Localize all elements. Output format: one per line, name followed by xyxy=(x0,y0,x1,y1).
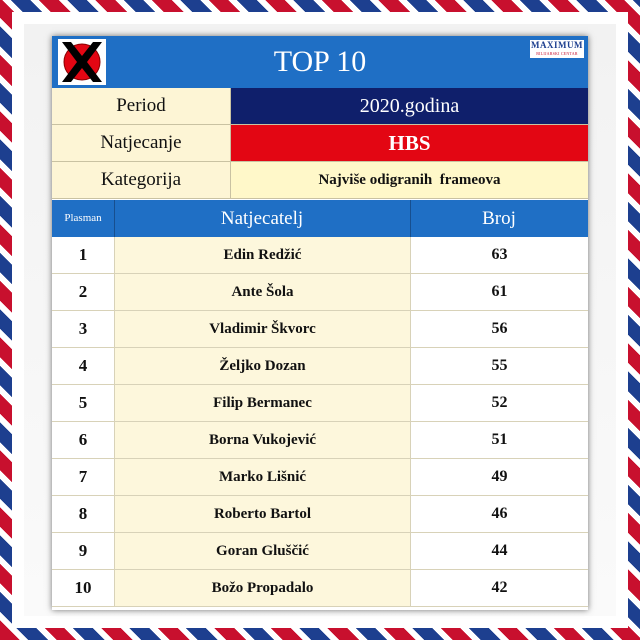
rank-cell: 10 xyxy=(52,570,115,606)
rank-cell: 9 xyxy=(52,533,115,569)
table-row xyxy=(52,274,588,311)
count-cell: 46 xyxy=(411,496,588,532)
player-name-cell: Filip Bermanec xyxy=(115,385,411,421)
player-name-cell: Vladimir Škvorc xyxy=(115,311,411,347)
player-name-cell: Božo Propadalo xyxy=(115,570,411,606)
count-cell: 52 xyxy=(411,385,588,421)
competition-value: HBS xyxy=(231,125,588,162)
player-name-cell: Goran Gluščić xyxy=(115,533,411,569)
period-value: 2020.godina xyxy=(231,88,588,125)
count-cell: 44 xyxy=(411,533,588,569)
table-row xyxy=(52,533,588,570)
table-row xyxy=(52,311,588,348)
table-row xyxy=(52,237,588,274)
rank-cell: 2 xyxy=(52,274,115,310)
category-label: Kategorija xyxy=(52,162,231,199)
top10-card xyxy=(52,36,588,610)
count-cell: 56 xyxy=(411,311,588,347)
player-name-cell: Edin Redžić xyxy=(115,237,411,273)
category-row xyxy=(52,162,588,199)
count-cell: 42 xyxy=(411,570,588,606)
count-cell: 61 xyxy=(411,274,588,310)
table-row xyxy=(52,570,588,607)
table-row xyxy=(52,422,588,459)
rank-cell: 3 xyxy=(52,311,115,347)
player-name-cell: Borna Vukojević xyxy=(115,422,411,458)
rank-cell: 6 xyxy=(52,422,115,458)
competition-row xyxy=(52,125,588,162)
table-row xyxy=(52,459,588,496)
rank-cell: 8 xyxy=(52,496,115,532)
rank-cell: 7 xyxy=(52,459,115,495)
sponsor-logo xyxy=(530,40,584,58)
table-header xyxy=(52,200,588,237)
ranking-table xyxy=(52,237,588,607)
count-cell: 55 xyxy=(411,348,588,384)
player-name-cell: Roberto Bartol xyxy=(115,496,411,532)
page-title: TOP 10 xyxy=(273,45,367,78)
table-row xyxy=(52,385,588,422)
header-name: Natjecatelj xyxy=(114,200,411,237)
title-bar xyxy=(52,36,588,88)
count-cell: 49 xyxy=(411,459,588,495)
rank-cell: 4 xyxy=(52,348,115,384)
table-row xyxy=(52,348,588,385)
header-count: Broj xyxy=(482,208,516,229)
category-value: Najviše odigranih frameova xyxy=(231,162,588,199)
period-label: Period xyxy=(52,88,231,125)
rank-cell: 5 xyxy=(52,385,115,421)
sponsor-subtitle: BILIJARSKI CENTAR xyxy=(536,51,578,56)
player-name-cell: Ante Šola xyxy=(115,274,411,310)
period-row xyxy=(52,88,588,125)
player-name-cell: Željko Dozan xyxy=(115,348,411,384)
table-row xyxy=(52,496,588,533)
count-cell: 51 xyxy=(411,422,588,458)
rank-cell: 1 xyxy=(52,237,115,273)
count-cell: 63 xyxy=(411,237,588,273)
competition-label: Natjecanje xyxy=(52,125,231,162)
sponsor-name: MAXIMUM xyxy=(531,40,583,50)
player-name-cell: Marko Lišnić xyxy=(115,459,411,495)
header-rank: Plasman xyxy=(52,200,115,237)
